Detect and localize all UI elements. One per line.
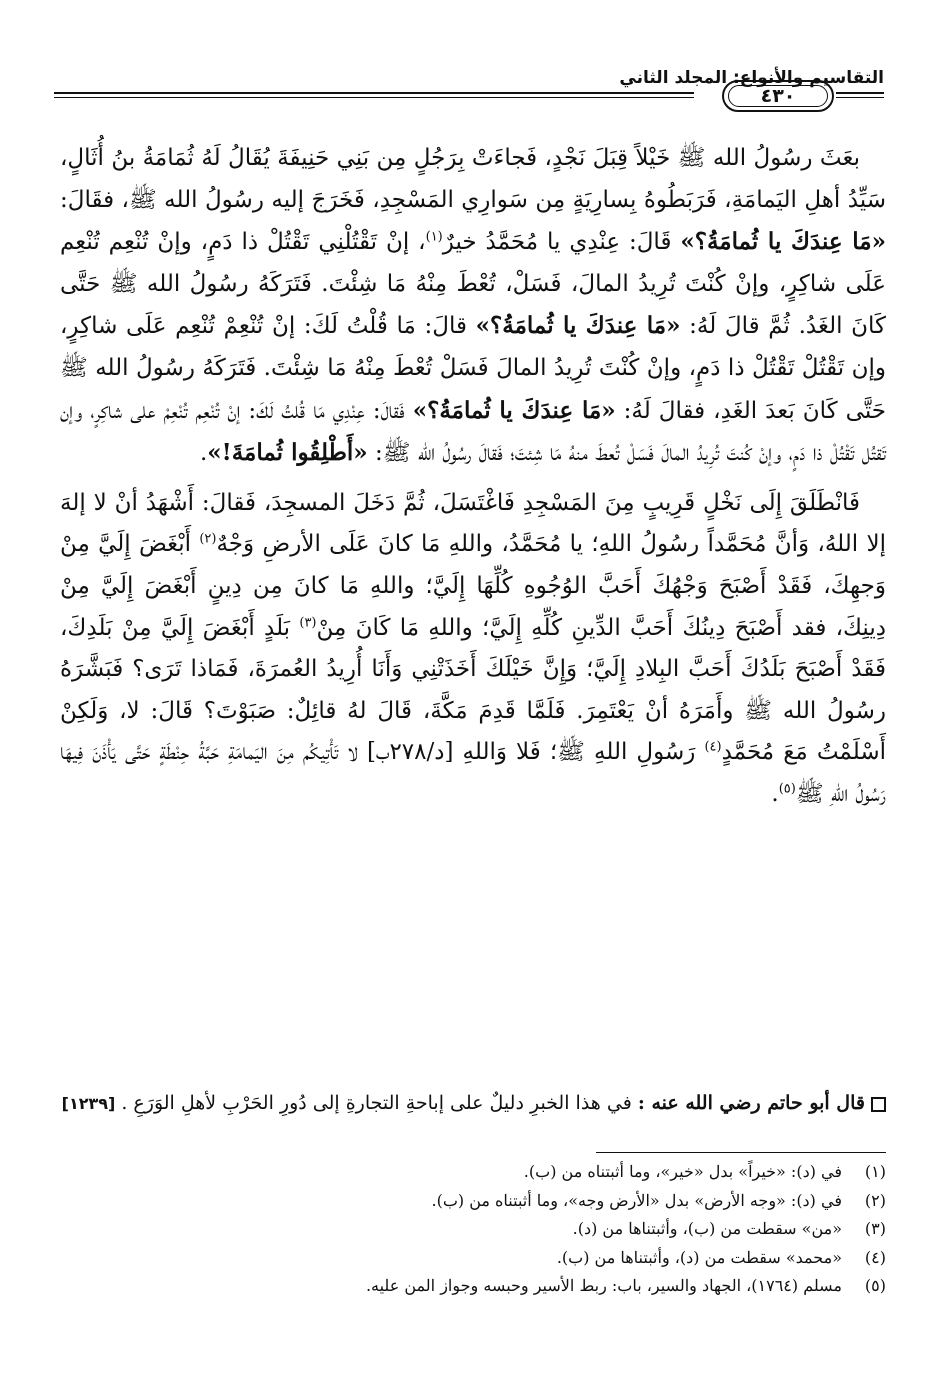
text-run: فَقالَ: عِنْدِي مَا قُلتُ لَكَ: إنْ تُنْعِم تُنْعِمْ على شاكِرٍ، وإن تَقتُل تَقْتُلْ ذا دَمٍ، وإنْ كُنتَ تُرِيدُ المالَ فَسَلْ تُعطَ منهُ مَا شِئتَ؛ فَقالَ رسُولُ الله ﷺ: (60, 397, 886, 467)
footnotes (200, 1158, 886, 1301)
page-number: ٤٣٠ (728, 85, 828, 107)
footnote-number: (٤) (864, 1247, 886, 1267)
note-label: قال أبو حاتم رضي الله عنه : (637, 1092, 865, 1114)
header-rule (54, 97, 694, 98)
commentary-note (54, 1088, 886, 1119)
footnote-number: (٢) (864, 1190, 886, 1210)
footnote-text: في (د): «خيراً» بدل «خير»، وما أثبتناه من (ب). (523, 1162, 842, 1181)
text-run: رَسُولِ اللهِ ﷺ؛ فَلا وَاللهِ [د/٢٧٨ب] لا تَأْتِيكُم مِنَ اليَمامَةِ حَبَّةُ حِنْطَةٍ حَتَّى يَأْذَنَ فِيهَا رَسُولُ اللهِ ﷺ (60, 739, 886, 807)
footnote-text: «محمد» سقطت من (د)، وأثبتناها من (ب). (556, 1247, 842, 1267)
footnote-marker: (٥) (778, 781, 796, 797)
header-rule (836, 92, 884, 94)
hadith-quote: «مَا عِندَكَ يا ثُمامَةُ؟» (475, 312, 681, 340)
header-rule (836, 97, 884, 98)
footnote-text: مسلم (١٧٦٤)، الجهاد والسير، باب: ربط الأسير وحبسه وجواز المن عليه. (365, 1276, 842, 1296)
footnote-number: (١) (864, 1162, 886, 1181)
footnote-separator (596, 1152, 886, 1153)
note-text: في هذا الخبرِ دليلٌ على إباحةِ التجارةِ إلى دُورِ الحَرْبِ لأهلِ الوَرَعِ . (115, 1092, 638, 1114)
header-rule (54, 92, 694, 94)
square-bullet-icon (871, 1097, 886, 1112)
text-run: قالَ: مَا قُلْتُ لَكَ: إنْ تُنْعِمْ تُنْعِم عَلَى شاكِرٍ، وإن تَقْتُلْ تَقْتُلْ ذا دَمٍ، وإنْ كُنْتَ تُرِيدُ المالَ فَسَلْ تُعْطَ مِنْهُ مَا شِئْتَ. فَتَرَكَهُ رسُولُ الله ﷺ حَتَّى كَانَ بَعدَ الغَدِ، فقالَ لَهُ: (60, 313, 886, 424)
paragraph-1 (60, 138, 886, 475)
text-run: بعَثَ رسُولُ الله ﷺ خَيْلاً قِبَلَ نَجْدٍ، فَجاءَتْ بِرَجُلٍ مِن بَنِي حَنِيفَةَ يُقَالُ لَهُ ثُمَامَةُ بنُ أُثَالٍ، سَيِّدُ أهلِ اليَمامَةِ، فَرَبَطُوهُ بِسارِيَةٍ مِن سَوارِي المَسْجِدِ، فَخَرَجَ إليه رسُولُ الله ﷺ، فقَالَ: (60, 145, 886, 213)
footnote-number: (٥) (864, 1276, 886, 1296)
text-run: ، إنْ تَقْتُلْنِي تَقْتُلْ ذا دَمٍ، وإنْ تُنْعِم تُنْعِم عَلَى شاكِرٍ، وإنْ كُنْتَ تُرِيدُ المالَ، فَسَلْ، تُعْطَ مِنْهُ مَا شِئْتَ. فَتَرَكَهُ رسُولُ الله ﷺ حَتَّى كَانَ الغَدُ. ثُمَّ قالَ لَهُ: (60, 229, 886, 340)
text-run: فَانْطَلَقَ إِلَى نَخْلٍ قَرِيبٍ مِنَ المَسْجِدِ فَاغْتَسَلَ، ثُمَّ دَخَلَ المسجِدَ، فَقالَ: أَشْهَدُ أنْ لا إلهَ إلا اللهُ، وَأنَّ مُحَمَّداً رسُولُ اللهِ؛ يا مُحَمَّدُ، واللهِ مَا كانَ عَلَى الأرضِ وَجْهٌ (60, 489, 886, 558)
footnote-marker: (٤) (704, 739, 722, 755)
text-run: أَبْغَضَ إِلَيَّ مِنْ وَجهِكَ، فَقَدْ أَصْبَحَ وَجْهُكَ أَحَبَّ الوُجُوهِ كُلِّهَا إِلَيَّ؛ واللهِ مَا كانَ مِن دِينٍ أَبْغَضَ إِلَيَّ مِنْ دِينِكَ، فقد أَصْبَحَ دِينُكَ أَحَبَّ الدِّينِ كُلِّهِ إِلَيَّ؛ واللهِ مَا كَانَ مِنْ (60, 531, 886, 641)
footnote (200, 1187, 886, 1216)
page-header (54, 64, 884, 120)
text-run: قَالَ: عِنْدِي يا مُحَمَّدُ خيرٌ (442, 229, 681, 256)
main-text (60, 138, 886, 816)
footnote (200, 1272, 886, 1301)
hadith-quote: «أَطْلِقُوا ثُمامَةَ!» (207, 439, 368, 467)
running-title: التقاسيم والأنواع: المجلد الثاني (619, 68, 884, 88)
page-number-frame (722, 80, 834, 112)
footnote-text: «من» سقطت من (ب)، وأثبتناها من (د). (572, 1219, 842, 1239)
footnote-marker: (٢) (199, 531, 217, 547)
footnote-marker: (١) (425, 229, 443, 245)
hadith-quote: «مَا عِندَكَ يا ثُمامَةُ؟» (680, 228, 886, 256)
footnote (200, 1244, 886, 1273)
footnote-text: في (د): «وجه الأرض» بدل «الأرض وجه»، وما أثبتناه من (ب). (431, 1190, 842, 1210)
footnote (200, 1158, 886, 1187)
text-run: . (199, 440, 208, 467)
footnote-number: (٣) (864, 1219, 886, 1239)
footnote (200, 1215, 886, 1244)
hadith-number: [١٢٣٩] (61, 1094, 116, 1113)
text-run: بَلَدٍ أَبْغَضَ إِلَيَّ مِنْ بَلَدِكَ، فَقَدْ أَصْبَحَ بَلَدُكَ أَحَبَّ البِلادِ إِلَيَّ؛ وَإِنَّ خَيْلَكَ أَخَذَتْنِي وَأَنَا أُرِيدُ العُمرَةَ، فَمَاذا تَرَى؟ فَبَشَّرَهُ رسُولُ الله ﷺ وأَمَرَهُ أنْ يَعْتَمِرَ. فَلَمَّا قَدِمَ مَكَّةَ، قَالَ لهُ قائِلٌ: صَبَوْتَ؟ قَالَ: لا، وَلَكِنْ أَسْلَمْتُ مَعَ مُحَمَّدٍ (60, 614, 886, 766)
footnote-marker: (٣) (299, 614, 317, 630)
text-run: . (771, 780, 779, 807)
paragraph-2 (60, 483, 886, 816)
hadith-quote: «مَا عِندَكَ يا ثُمامَةُ؟» (412, 396, 616, 424)
